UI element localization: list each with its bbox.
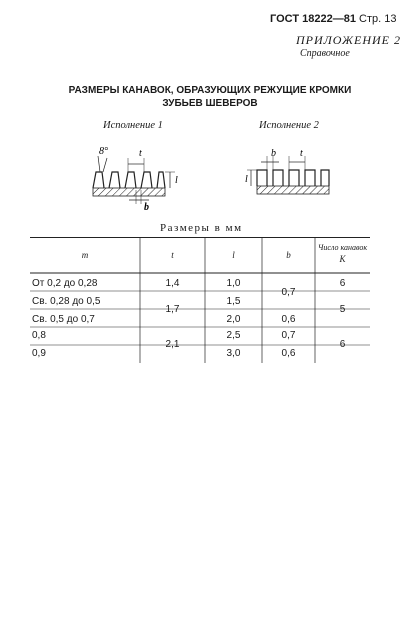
b-value: 0,7 xyxy=(281,287,296,298)
fig1-t-label: t xyxy=(139,148,142,159)
l-value: 2,5 xyxy=(226,330,241,341)
m-value: Св. 0,28 до 0,5 xyxy=(32,296,101,307)
l-value: 1,0 xyxy=(226,278,241,289)
dimensions-table xyxy=(30,237,370,369)
figure2-drawing xyxy=(245,138,355,218)
header-l: l xyxy=(232,250,235,260)
b-value: 0,6 xyxy=(281,348,296,359)
header-k-line1: Число канавок xyxy=(317,243,368,252)
m-value: От 0,2 до 0,28 xyxy=(32,278,98,289)
fig1-b-label: b xyxy=(144,202,149,213)
k-value: 5 xyxy=(339,304,346,315)
header-b: b xyxy=(286,250,291,260)
page-number: 13 xyxy=(384,13,397,25)
fig2-l-label: l xyxy=(245,174,248,185)
header-k-line2: K xyxy=(339,254,346,264)
l-value: 3,0 xyxy=(226,348,241,359)
m-value: 0,8 xyxy=(32,330,46,341)
l-value: 2,0 xyxy=(226,314,241,325)
gost-label: ГОСТ xyxy=(270,13,300,25)
page-header xyxy=(270,13,396,25)
fig2-t-label: t xyxy=(300,148,303,159)
figure1-drawing xyxy=(85,138,195,218)
t-value: 1,7 xyxy=(165,304,180,315)
appendix-note: Справочное xyxy=(300,48,350,59)
header-t: t xyxy=(171,250,174,260)
section-title-line1: РАЗМЕРЫ КАНАВОК, ОБРАЗУЮЩИХ РЕЖУЩИЕ КРОМКИ xyxy=(68,85,352,96)
section-title-line2: ЗУБЬЕВ ШЕВЕРОВ xyxy=(162,98,258,109)
table-caption: Размеры в мм xyxy=(160,222,243,234)
gost-number: 18222—81 xyxy=(302,13,356,25)
m-value: Св. 0,5 до 0,7 xyxy=(32,314,95,325)
figure1-caption: Исполнение 1 xyxy=(103,120,163,131)
b-value: 0,6 xyxy=(281,314,296,325)
m-value: 0,9 xyxy=(32,348,46,359)
fig1-l-label: l xyxy=(175,175,178,186)
header-m: m xyxy=(81,250,89,260)
t-value: 1,4 xyxy=(165,278,180,289)
angle-label: 8° xyxy=(99,146,108,157)
k-value: 6 xyxy=(339,278,346,289)
figure2-caption: Исполнение 2 xyxy=(259,120,319,131)
fig2-b-label: b xyxy=(271,148,276,159)
l-value: 1,5 xyxy=(226,296,241,307)
b-value: 0,7 xyxy=(281,330,296,341)
page-label: Стр. xyxy=(359,13,382,25)
t-value: 2,1 xyxy=(165,339,180,350)
appendix-title: ПРИЛОЖЕНИЕ 2 xyxy=(296,33,401,47)
k-value: 6 xyxy=(339,339,346,350)
